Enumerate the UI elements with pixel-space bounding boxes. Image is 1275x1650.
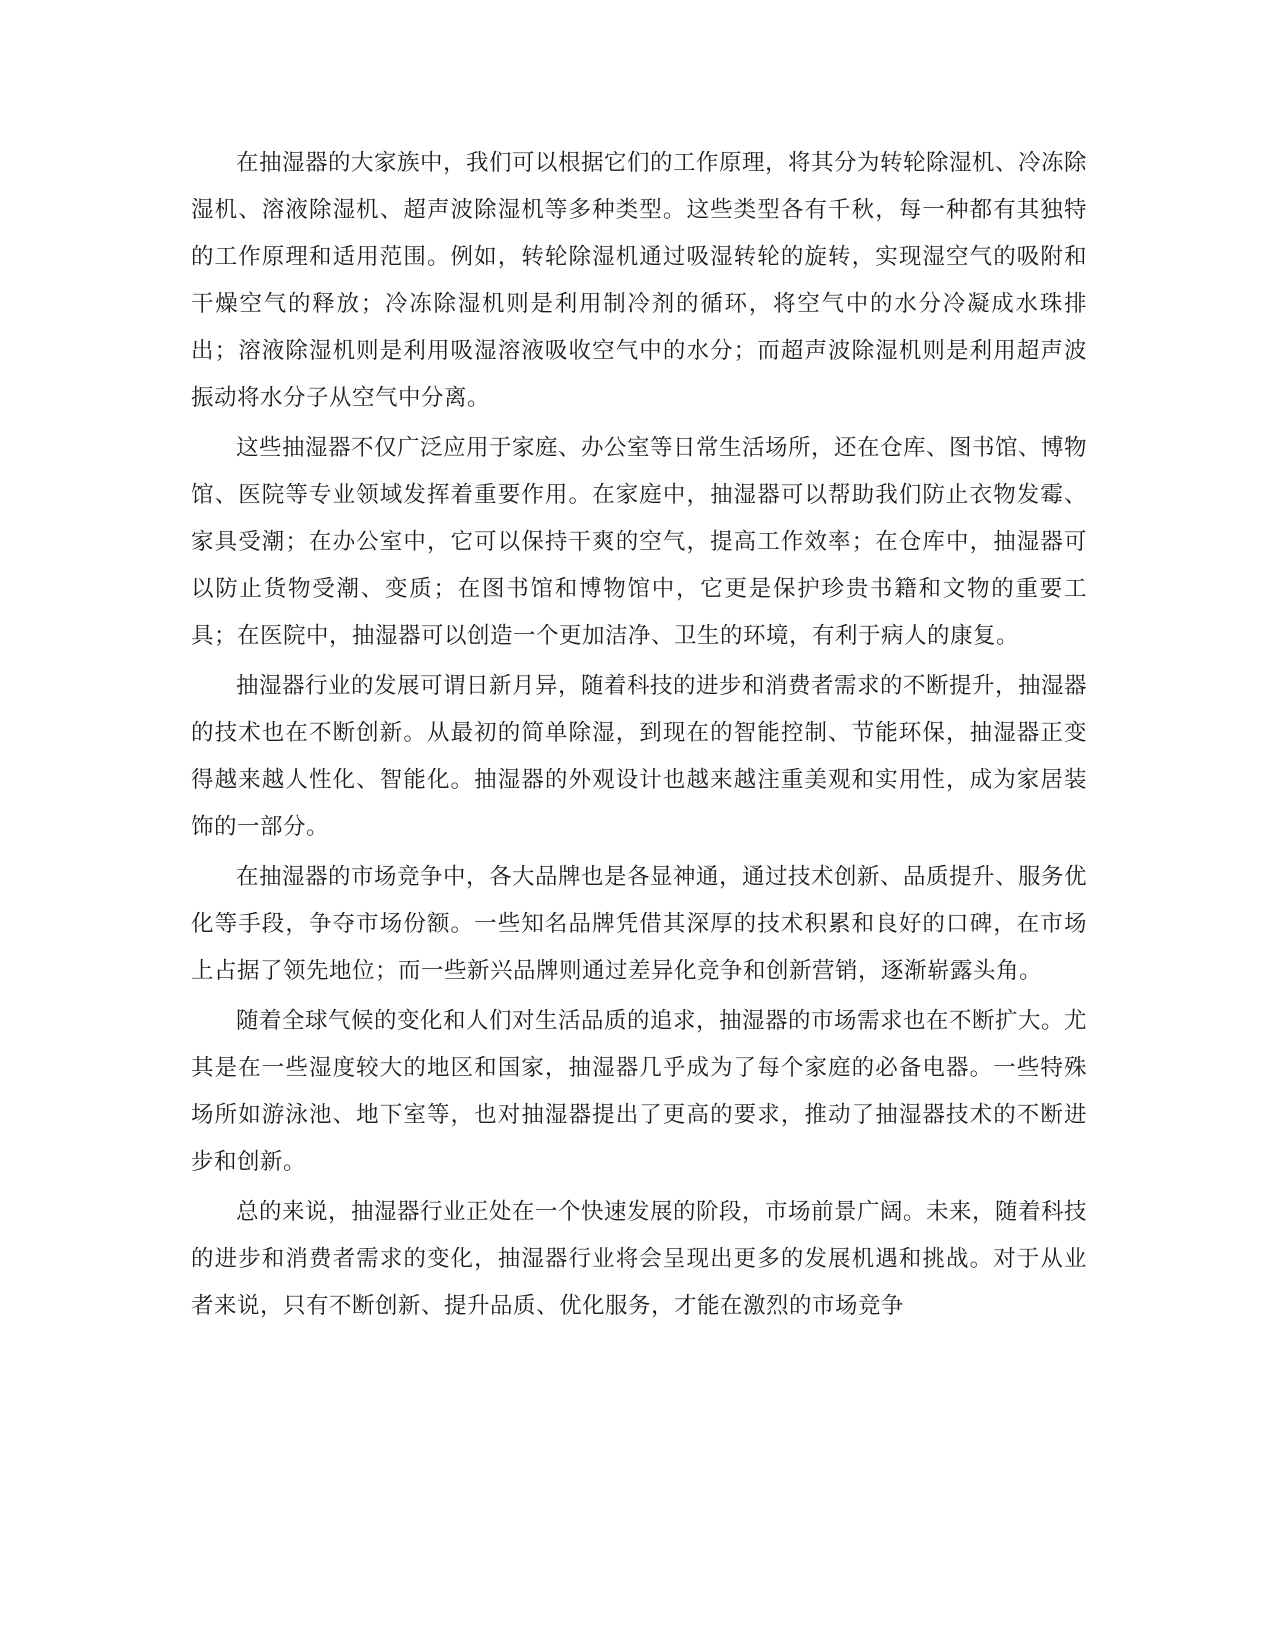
paragraph-5: 随着全球气候的变化和人们对生活品质的追求，抽湿器的市场需求也在不断扩大。尤其是在一些湿度较大的地区和国家，抽湿器几乎成为了每个家庭的必备电器。一些特殊场所如游泳池、地下室等，也对抽湿器提出了更高的要求，推动了抽湿器技术的不断进步和创新。 xyxy=(191,1008,1088,1175)
paragraph-2: 这些抽湿器不仅广泛应用于家庭、办公室等日常生活场所，还在仓库、图书馆、博物馆、医院等专业领域发挥着重要作用。在家庭中，抽湿器可以帮助我们防止衣物发霉、家具受潮；在办公室中，它可以保持干爽的空气，提高工作效率；在仓库中，抽湿器可以防止货物受潮、变质；在图书馆和博物馆中，它更是保护珍贵书籍和文物的重要工具；在医院中，抽湿器可以创造一个更加洁净、卫生的环境，有利于病人的康复。 xyxy=(191,435,1088,649)
paragraph-1: 在抽湿器的大家族中，我们可以根据它们的工作原理，将其分为转轮除湿机、冷冻除湿机、溶液除湿机、超声波除湿机等多种类型。这些类型各有千秋，每一种都有其独特的工作原理和适用范围。例如，转轮除湿机通过吸湿转轮的旋转，实现湿空气的吸附和干燥空气的释放；冷冻除湿机则是利用制冷剂的循环，将空气中的水分冷凝成水珠排出；溶液除湿机则是利用吸湿溶液吸收空气中的水分；而超声波除湿机则是利用超声波振动将水分子从空气中分离。 xyxy=(191,150,1088,411)
paragraph-3: 抽湿器行业的发展可谓日新月异，随着科技的进步和消费者需求的不断提升，抽湿器的技术也在不断创新。从最初的简单除湿，到现在的智能控制、节能环保，抽湿器正变得越来越人性化、智能化。抽湿器的外观设计也越来越注重美观和实用性，成为家居装饰的一部分。 xyxy=(191,673,1088,840)
paragraph-6: 总的来说，抽湿器行业正处在一个快速发展的阶段，市场前景广阔。未来，随着科技的进步和消费者需求的变化，抽湿器行业将会呈现出更多的发展机遇和挑战。对于从业者来说，只有不断创新、提升品质、优化服务，才能在激烈的市场竞争 xyxy=(191,1199,1088,1319)
paragraph-4: 在抽湿器的市场竞争中，各大品牌也是各显神通，通过技术创新、品质提升、服务优化等手段，争夺市场份额。一些知名品牌凭借其深厚的技术积累和良好的口碑，在市场上占据了领先地位；而一些新兴品牌则通过差异化竞争和创新营销，逐渐崭露头角。 xyxy=(191,864,1088,984)
document-body xyxy=(191,140,1087,1333)
